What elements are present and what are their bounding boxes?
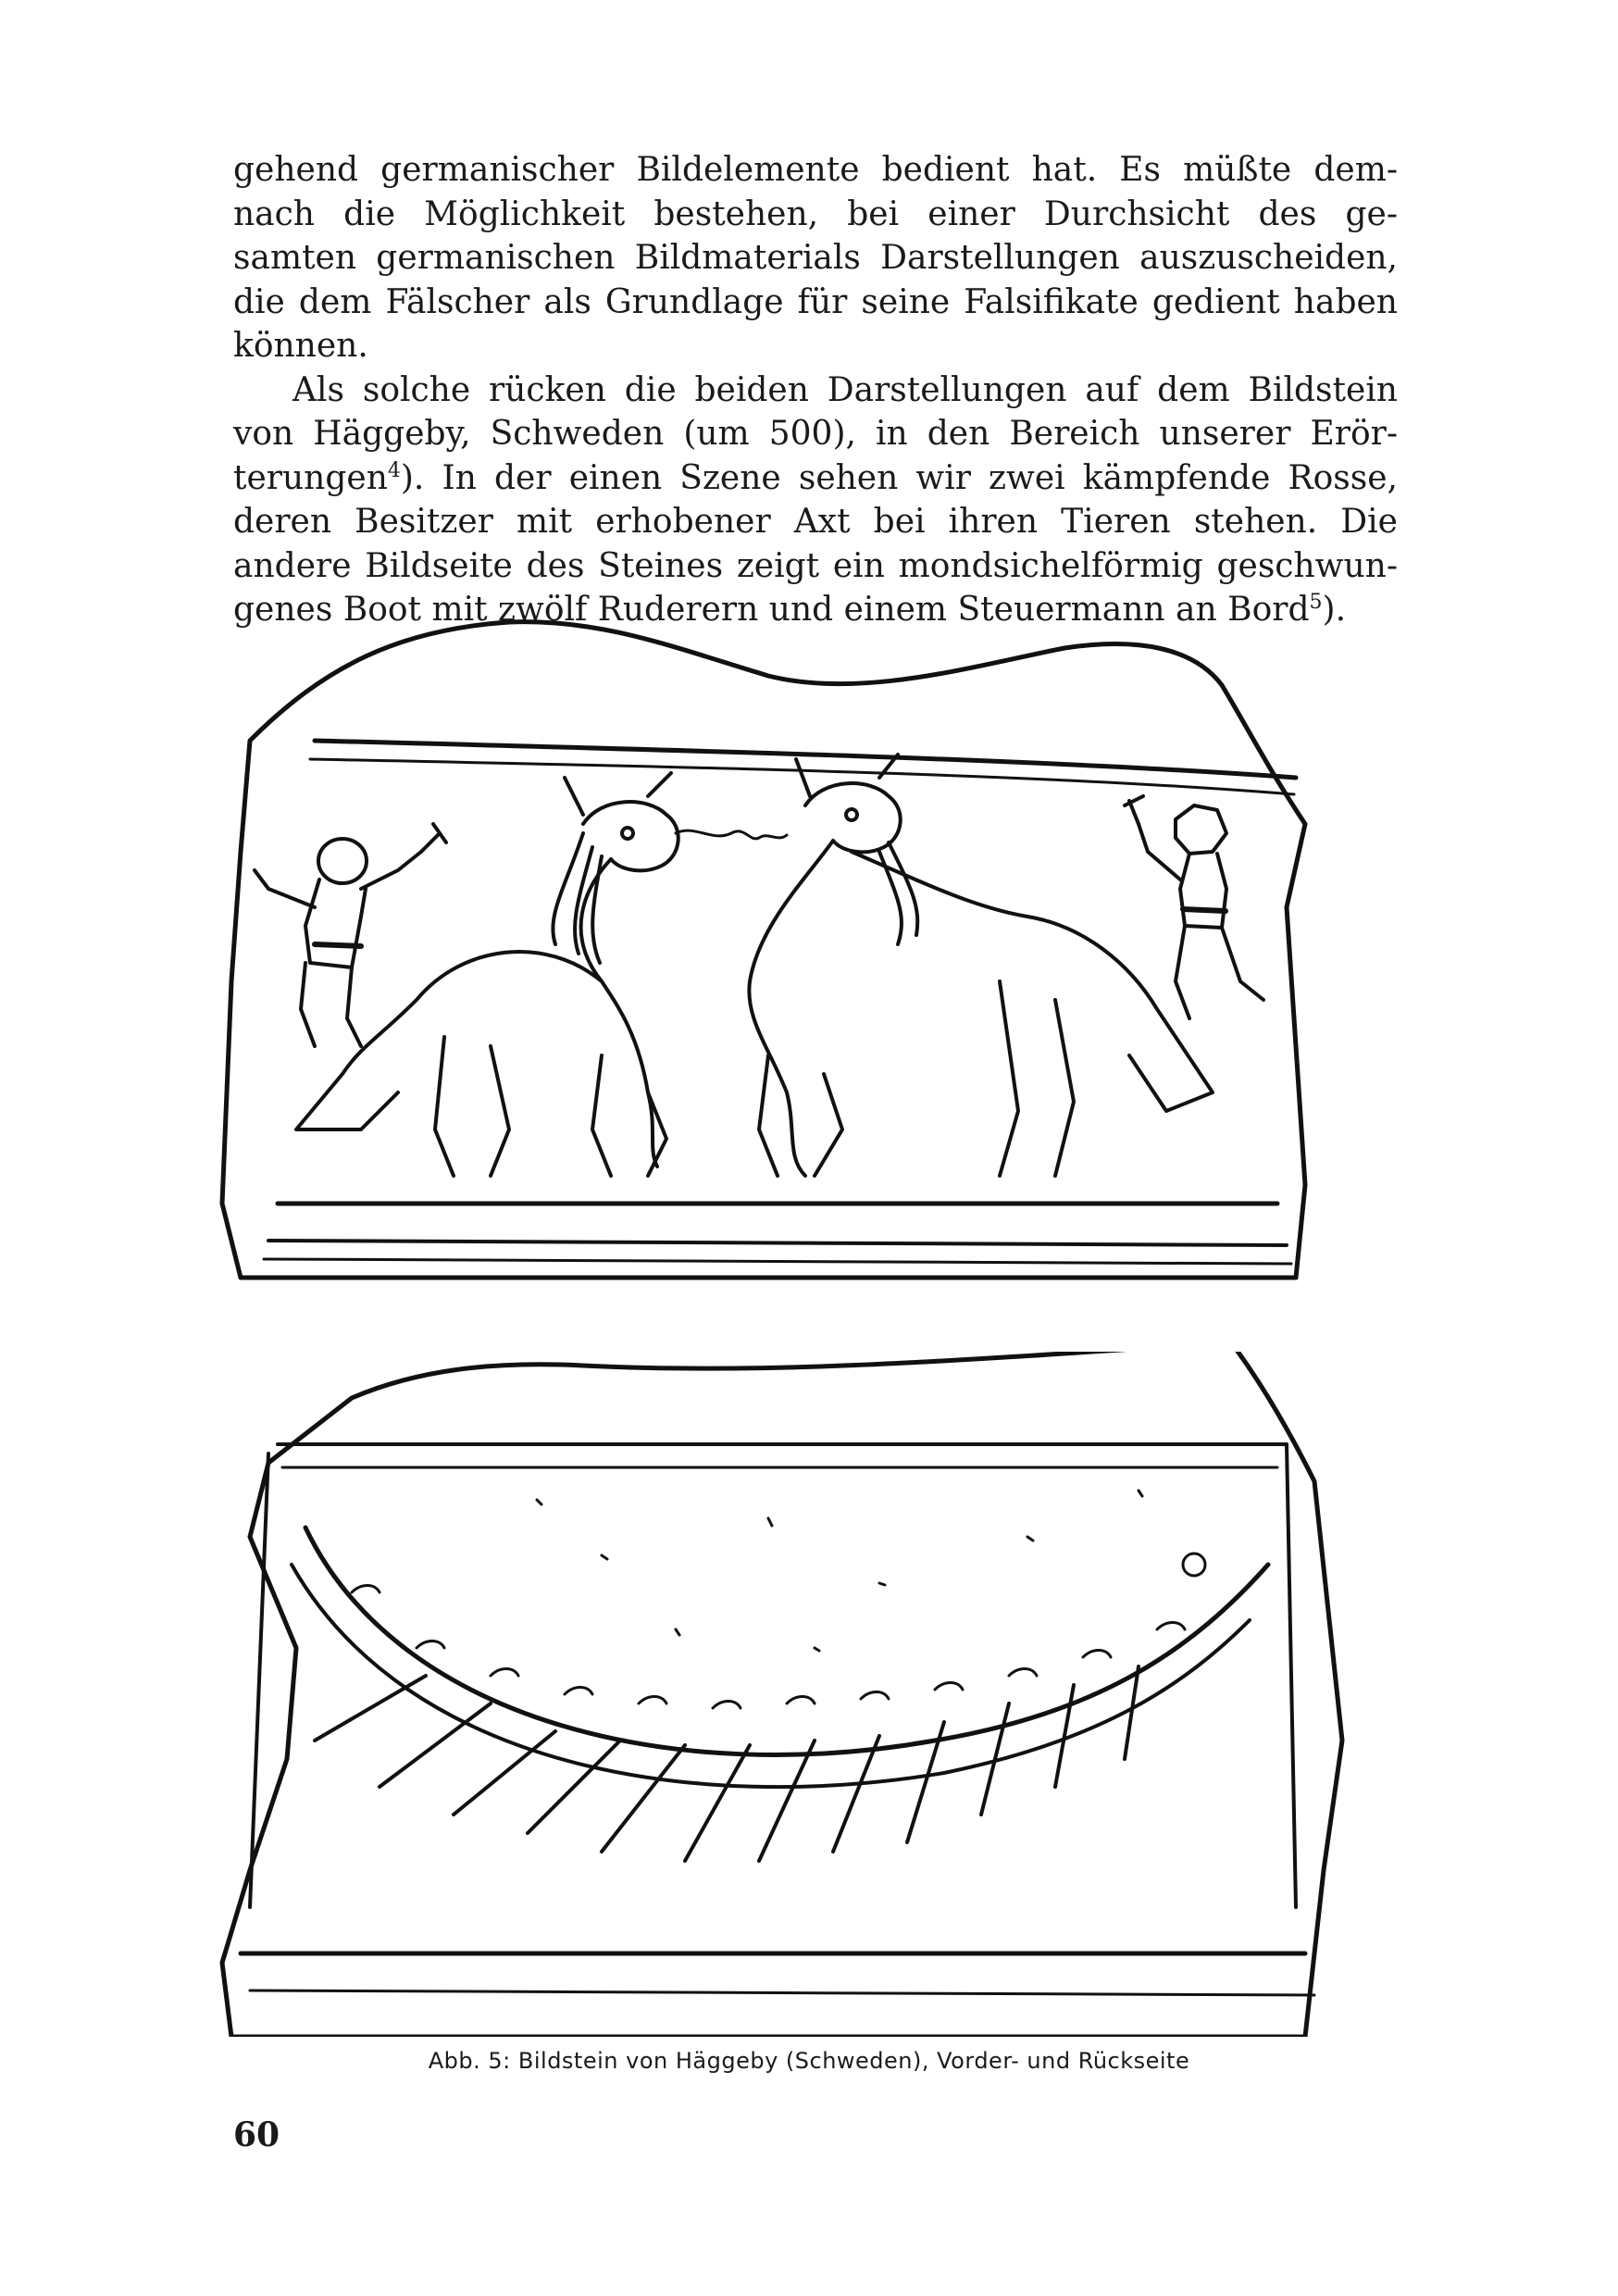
picture-stone-back-illustration: [213, 1352, 1416, 2037]
text-line: gehend germanischer Bildelemente bedient hat. Es müßte dem-: [233, 151, 1398, 189]
text-line: [233, 456, 1398, 501]
text-segment: terungen: [233, 458, 388, 497]
boat-figure: [292, 1528, 1268, 1861]
body-text: [233, 148, 1398, 632]
text-line: andere Bildseite des Steines zeigt ein mondsichelförmig geschwun-: [233, 546, 1398, 585]
left-man-figure: [255, 824, 446, 1046]
text-line: können.: [233, 327, 368, 365]
stone-outline: [222, 1352, 1342, 2037]
text-line: von Häggeby, Schweden (um 500), in den Bereich unserer Erör-: [233, 415, 1398, 453]
stone-outline: [222, 622, 1305, 1278]
text-line: samten germanischen Bildmaterials Darstellungen auszuscheiden,: [233, 239, 1398, 277]
text-segment: ).: [1322, 591, 1347, 629]
text-line: die dem Fälscher als Grundlage für seine Falsifikate gedient haben: [233, 282, 1398, 321]
text-line: Als solche rücken die beiden Darstellungen auf dem Bildstein: [292, 370, 1398, 409]
text-segment: ). In der einen Szene sehen wir zwei kämpfende Rosse,: [400, 458, 1398, 497]
text-segment: genes Boot mit zwölf Ruderern und einem Steuermann an Bord: [233, 591, 1310, 629]
footnote-marker: 4: [387, 458, 401, 482]
figure-caption: Abb. 5: Bildstein von Häggeby (Schweden), Vorder- und Rückseite: [428, 2048, 1190, 2074]
picture-stone-front-illustration: [213, 611, 1416, 1315]
page-number: 60: [233, 2115, 280, 2154]
footnote-marker: 5: [1309, 591, 1323, 614]
right-horse-figure: [749, 755, 1213, 1176]
text-line: nach die Möglichkeit bestehen, bei einer Durchsicht des ge-: [233, 194, 1398, 233]
left-horse-figure: [296, 773, 678, 1176]
text-line: deren Besitzer mit erhobener Axt bei ihren Tieren stehen. Die: [233, 503, 1398, 541]
right-man-figure: [1125, 796, 1263, 1018]
